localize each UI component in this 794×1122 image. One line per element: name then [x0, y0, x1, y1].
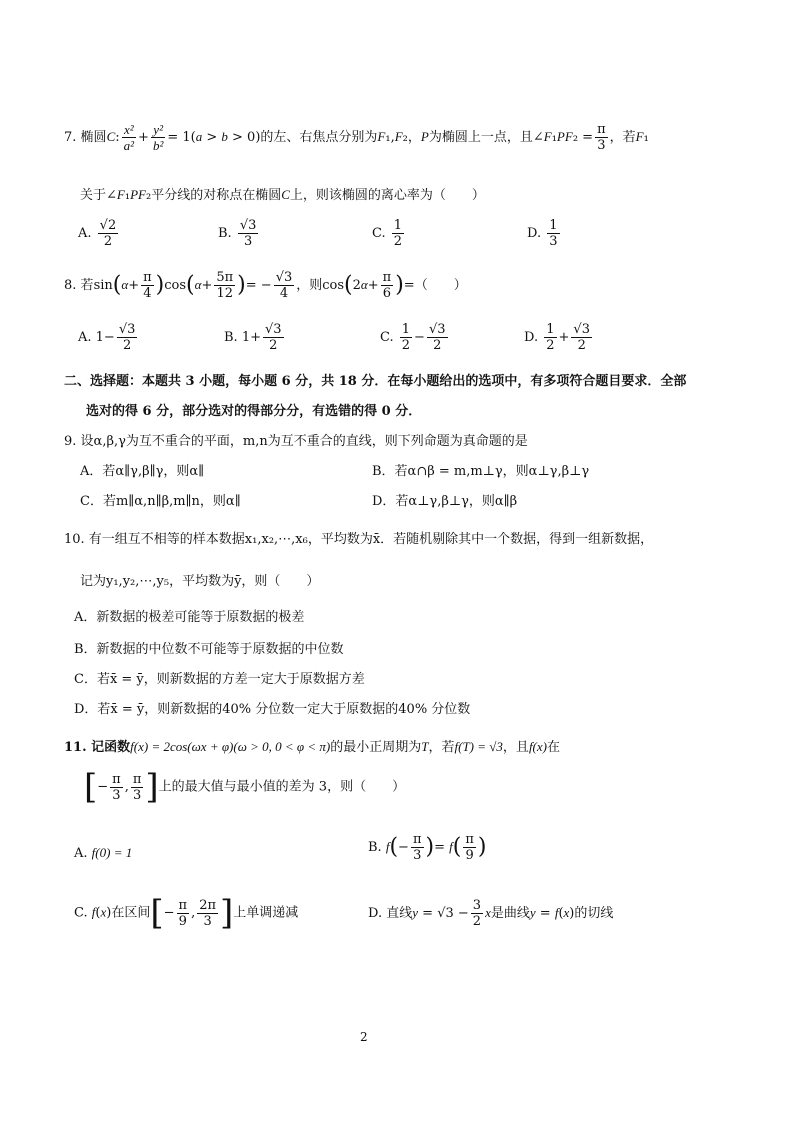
q10-option-c: C．若x̄ = ȳ，则新数据的方差一定大于原数据方差	[74, 672, 365, 687]
q7-option-c: C. $\frac{1}{2}$	[372, 218, 403, 249]
q9-option-d: D．若α⊥γ,β⊥γ，则α∥β	[372, 494, 518, 509]
q8-number: 8.	[64, 278, 77, 293]
q7-text-if: ，若	[609, 130, 636, 145]
q11-option-c: C. f(x)在区间[− $\frac{\pi}{9}$ , $\frac{2\pi}{3}$ ]上单调递减	[74, 893, 299, 933]
q8-line: 8. 若sin(α+ $\frac{\pi}{4}$ )cos(α+ $\frac{5\pi}{12}$ )= − $\frac{√3}{4}$ ，则cos(2α+ $\frac{\pi}{6}$ )=（ ）	[64, 270, 467, 301]
q10-option-b: B．新数据的中位数不可能等于原数据的中位数	[74, 642, 344, 657]
q7-text-symmetric: 平分线的对称点在椭圆	[151, 188, 282, 203]
q11-line2: [− $\frac{\pi}{3}$ , $\frac{\pi}{3}$ ]上的最大值与最小值的差为 3，则（ ）	[84, 767, 406, 807]
q8-option-b: B. 1+ $\frac{√3}{2}$	[224, 322, 282, 353]
q11-line1: 11. 记函数f(x) = 2cos(ωx + φ)(ω > 0, 0 < φ < π)的最小正周期为T，若f(T) = √3，且f(x)在	[64, 739, 560, 755]
section2-line2: 选对的得 6 分，部分选对的得部分分，有选错的得 0 分．	[86, 404, 422, 419]
q11-option-a: A. f(0) = 1	[74, 845, 133, 861]
q7-line1: 7. 椭圆C: $\frac{\text{x²}}{\text{a²}}$ + $\frac{\text{y²}}{\text{b²}}$ = 1(a > b > 0)的左、右焦点分别为F₁,F₂，P为椭圆上一点，且∠F₁PF₂ = $\frac{\pi}{3}$ ，若F₁	[64, 122, 649, 153]
page-number: 2	[360, 1030, 368, 1044]
q7-number: 7.	[64, 130, 77, 145]
q9-option-b: B．若α∩β = m,m⊥γ，则α⊥γ,β⊥γ	[372, 464, 590, 479]
section2-line1: 二、选择题：本题共 3 小题，每小题 6 分，共 18 分．在每小题给出的选项中，有多项符合题目要求．全部	[64, 374, 687, 389]
q7-text-point: 为椭圆上一点，且	[428, 130, 533, 145]
q10-line1: 10. 有一组互不相等的样本数据x₁,x₂,⋯,x₆，平均数为x̄．若随机剔除其中一个数据，得到一组新数据，	[64, 532, 654, 547]
q7-line2: 关于∠F₁PF₂平分线的对称点在椭圆C上，则该椭圆的离心率为（ ）	[80, 187, 485, 203]
q7-text-foci: 的左、右焦点分别为	[260, 130, 378, 145]
q7-option-b: B. $\frac{√3}{3}$	[218, 218, 257, 249]
q10-line2: 记为y₁,y₂,⋯,y₅，平均数为ȳ，则（ ）	[80, 574, 320, 589]
q7-text-ecc: 上，则该椭圆的离心率为（ ）	[289, 188, 485, 203]
q11-option-d: D. 直线y = √3 − $\frac{3}{2}$ x是曲线y = f(x)的切线	[368, 898, 614, 929]
q8-option-c: C. $\frac{1}{2}$ − $\frac{√3}{2}$	[380, 322, 446, 353]
q10-option-a: A．新数据的极差可能等于原数据的极差	[74, 610, 305, 625]
q9-stem: 9. 设α,β,γ为互不重合的平面，m,n为互不重合的直线，则下列命题为真命题的是	[64, 434, 528, 449]
q7-option-d: D. $\frac{1}{3}$	[527, 218, 558, 249]
q7-text-ellipse: 椭圆	[80, 130, 107, 145]
q10-option-d: D．若x̄ = ȳ，则新数据的40% 分位数一定大于原数据的40% 分位数	[74, 702, 471, 717]
q8-option-d: D. $\frac{1}{2}$ + $\frac{√3}{2}$	[524, 322, 590, 353]
q8-option-a: A. 1− $\frac{√3}{2}$	[78, 322, 136, 353]
q9-option-c: C．若m∥α,n∥β,m∥n，则α∥	[80, 494, 241, 509]
q9-option-a: A．若α∥γ,β∥γ，则α∥	[80, 464, 205, 479]
q7-option-a: A. $\frac{√2}{2}$	[78, 218, 117, 249]
q11-option-b: B. f(− $\frac{\pi}{3}$ )= f( $\frac{\pi}{9}$ )	[368, 832, 487, 863]
